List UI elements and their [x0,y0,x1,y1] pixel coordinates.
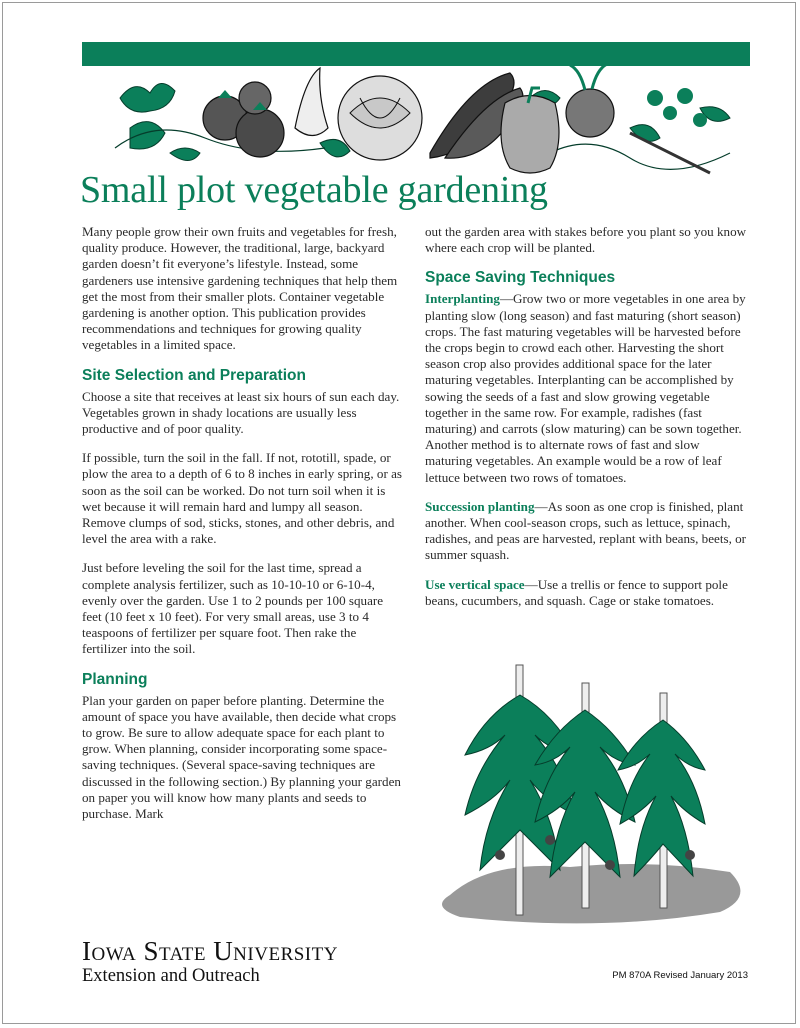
interplanting-text: —Grow two or more vegetables in one area by planting slow (long season) and fast maturing (short season) crops. The fast maturing vegetables will be harvested before the crops begin to crowd each other. Harvesting the short season crop also provides additional space for the later maturing vegetables. Interplanting can be accomplished by sowing the seeds of a fast and slow growing vegetable together in the same row. For example, radishes (fast maturing) and carrots (slow maturing) can be sown together. Another method is to alternate rows of fast and slow maturing vegetables. An example would be a row of leaf lettuce between two rows of tomatoes. [425,291,746,485]
site-paragraph-2: If possible, turn the soil in the fall. If not, rototill, spade, or plow the area to a depth of 6 to 8 inches in early spring, or as soon as the soil can be worked. Do not turn soil when it is wet because it will remain hard and lumpy all season. Remove clumps of sod, sticks, stones, and other debris, and level the area with a rake. [82,450,402,547]
succession-paragraph [425,499,747,564]
interplanting-label: Interplanting [425,291,500,307]
vertical-space-label: Use vertical space [425,576,525,592]
space-saving-heading: Space Saving Techniques [425,269,616,287]
university-subtitle: Extension and Outreach [82,966,260,986]
site-paragraph-3: Just before leveling the soil for the last time, spread a complete analysis fertilizer, such as 10-10-10 or 6-10-4, evenly over the garden. Use 1 to 2 pounds per 100 square feet (10 feet x 10 feet). For very small areas, use 3 to 4 teaspoons of fertilizer per square foot. Then rake the fertilizer into the soil. [82,560,384,657]
university-name: Iowa State University [82,936,338,966]
planning-continued: out the garden area with stakes before you plant so you know where each crop will be planted. [425,224,747,256]
intro-paragraph: Many people grow their own fruits and vegetables for fresh, quality produce. However, the traditional, large, backyard garden doesn’t fit everyone’s lifestyle. Instead, some gardeners use intensive gardening techniques that help them get the most from their smaller plots. Container vegetable gardening is another option. This publication provides recommendations and techniques for growing quality vegetables in a limited space. [82,224,398,353]
vertical-space-paragraph [425,577,747,609]
staked-tomato-plants-illustration [430,655,750,930]
vertical-space-text: —Use a trellis or fence to support pole beans, cucumbers, and squash. Cage or stake tomatoes. [425,576,728,608]
planning-heading: Planning [82,670,148,688]
succession-label: Succession planting [425,498,535,514]
publication-info: PM 870A Revised January 2013 [612,970,748,981]
left-column [82,224,404,835]
planning-paragraph: Plan your garden on paper before planting. Determine the amount of space you have available, then decide what crops to grow. Be sure to allow adequate space for each plant to grow. When planning, consider incorporating some space-saving techniques. (Several space-saving techniques are discussed in the following section.) By planning your garden on paper you will know how many plants and seeds to purchase. Mark [82,692,401,822]
vegetable-banner-illustration [110,58,760,178]
right-column [425,224,747,622]
site-paragraph-1: Choose a site that receives at least six hours of sun each day. Vegetables grown in shady locations are usually less productive and of poor quality. [82,388,400,437]
interplanting-paragraph [425,291,747,485]
succession-text: —As soon as one crop is finished, plant another. When cool-season crops, such as lettuce, spinach, radishes, and peas are harvested, replant with beans, beets, or summer squash. [425,498,747,563]
page-title: Small plot vegetable gardening [80,169,548,211]
site-selection-heading: Site Selection and Preparation [82,366,306,384]
